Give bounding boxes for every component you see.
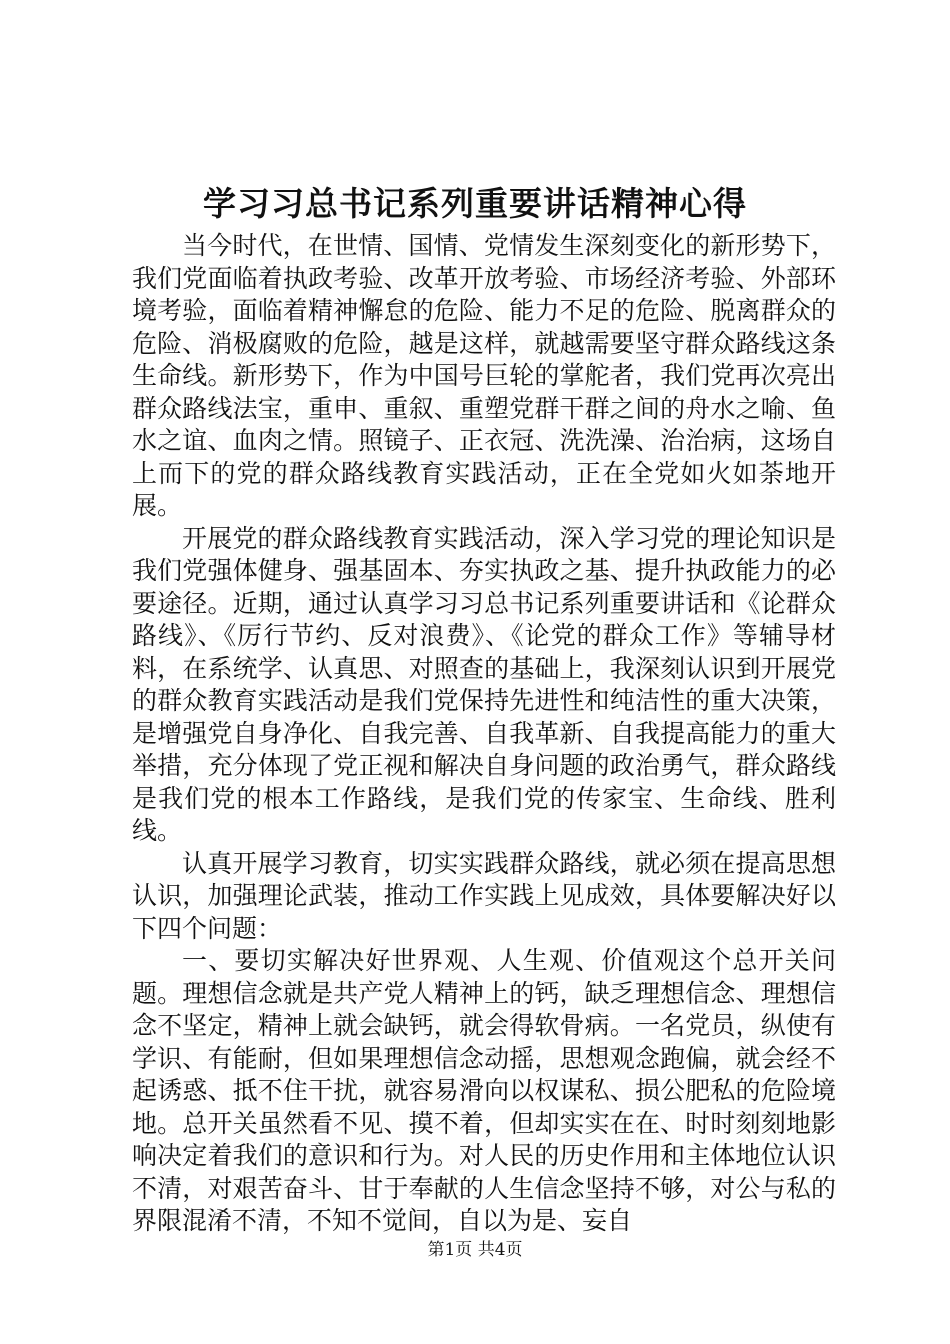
paragraph-1: 当今时代，在世情、国情、党情发生深刻变化的新形势下，我们党面临着执政考验、改革开放考验、市场经济考验、外部环境考验，面临着精神懈怠的危险、能力不足的危险、脱离群众的危险、消极腐败的危险，越是这样，就越需要坚守群众路线这条生命线。新形势下，作为中国号巨轮的掌舵者，我们党再次亮出群众路线法宝，重申、重叙、重塑党群干群之间的舟水之喻、鱼水之谊、血肉之情。照镜子、正衣冠、洗洗澡、治治病，这场自上而下的党的群众路线教育实践活动，正在全党如火如荼地开展。 — [132, 231, 836, 520]
paragraph-4: 一、要切实解决好世界观、人生观、价值观这个总开关问题。理想信念就是共产党人精神上的钙，缺乏理想信念、理想信念不坚定，精神上就会缺钙，就会得软骨病。一名党员，纵使有学识、有能耐，但如果理想信念动摇，思想观念跑偏，就会经不起诱惑、抵不住干扰，就容易滑向以权谋私、损公肥私的危险境地。总开关虽然看不见、摸不着，但却实实在在、时时刻刻地影响决定着我们的意识和行为。对人民的历史作用和主体地位认识不清，对艰苦奋斗、甘于奉献的人生信念坚持不够，对公与私的界限混淆不清，不知不觉间，自以为是、妄自 — [132, 946, 836, 1235]
paragraph-2: 开展党的群众路线教育实践活动，深入学习党的理论知识是我们党强体健身、强基固本、夯实执政之基、提升执政能力的必要途径。近期，通过认真学习习总书记系列重要讲话和《论群众路线》、《厉行节约、反对浪费》、《论党的群众工作》等辅导材料，在系统学、认真思、对照查的基础上，我深刻认识到开展党的群众教育实践活动是我们党保持先进性和纯洁性的重大决策，是增强党自身净化、自我完善、自我革新、自我提高能力的重大举措，充分体现了党正视和解决自身问题的政治勇气，群众路线是我们党的根本工作路线，是我们党的传家宝、生命线、胜利线。 — [132, 523, 836, 845]
document-title: 学习习总书记系列重要讲话精神心得 — [203, 184, 747, 223]
page-number-footer: 第1页 共4页 — [427, 1240, 523, 1260]
paragraph-3: 认真开展学习教育，切实实践群众路线，就必须在提高思想认识，加强理论武装，推动工作实践上见成效，具体要解决好以下四个问题： — [132, 848, 836, 943]
document-body — [132, 230, 836, 1238]
